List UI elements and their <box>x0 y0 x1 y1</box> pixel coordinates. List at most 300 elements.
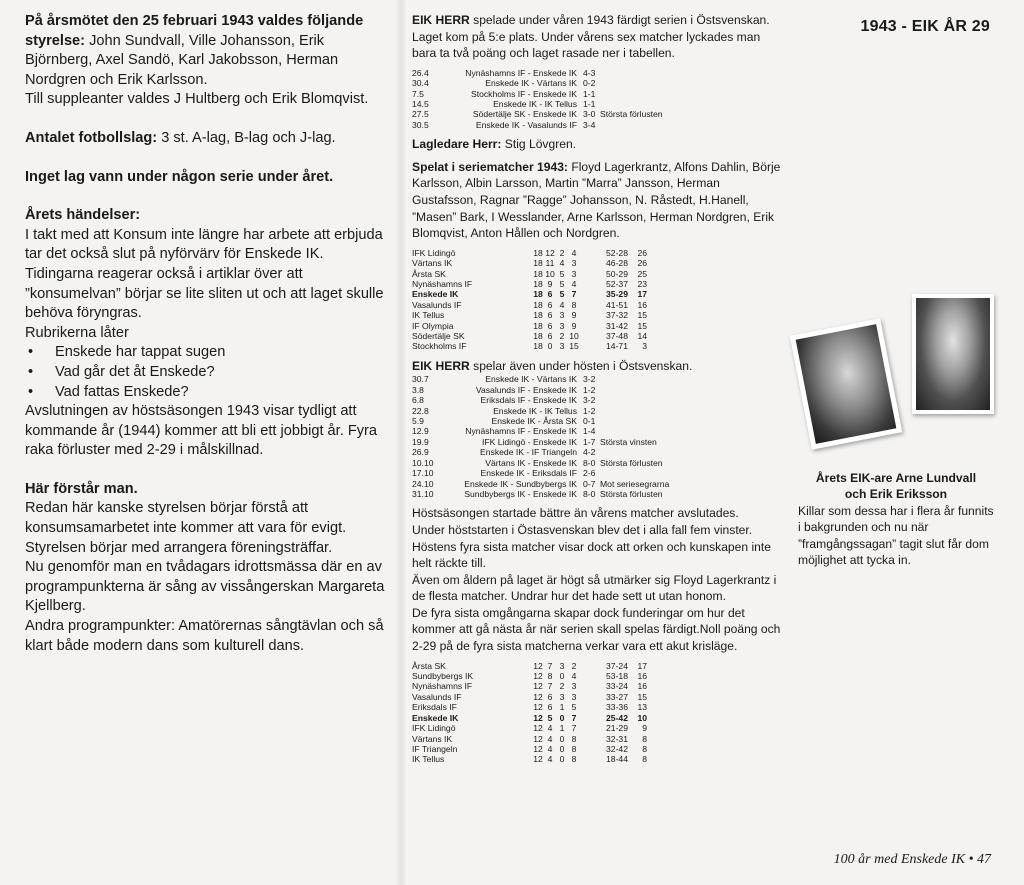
photo-image <box>916 298 990 410</box>
photo-players-2 <box>912 294 994 414</box>
games-played: 18 <box>533 331 543 342</box>
draws: 0 <box>559 712 565 723</box>
table-row <box>412 661 647 671</box>
table-row <box>412 416 669 426</box>
losses: 8 <box>571 754 577 765</box>
draws: 4 <box>559 299 565 310</box>
match-date: 27.5 <box>412 109 429 120</box>
table-row <box>412 374 669 384</box>
page-gutter <box>395 0 407 885</box>
teams-heading: Antalet fotbollslag: <box>25 129 158 146</box>
losses: 10 <box>569 331 579 342</box>
match-result: 1-7 <box>583 436 596 447</box>
wins: 4 <box>547 743 553 754</box>
losses: 8 <box>571 733 577 744</box>
points: 8 <box>642 743 647 754</box>
points: 15 <box>637 320 647 331</box>
team-name: Vasalunds IF <box>412 691 462 702</box>
season-end-paragraph: Avslutningen av höstsäsongen 1943 visar tydligt att kommande år (1944) kommer att bli ett jobbigt år. Fyra raka förluster med 2-29 i målskillnad. <box>25 403 378 459</box>
table-row <box>412 310 647 320</box>
points: 8 <box>642 733 647 744</box>
match-note <box>600 395 669 405</box>
wins: 10 <box>545 268 555 279</box>
losses: 2 <box>571 660 577 671</box>
points: 16 <box>637 681 647 692</box>
table-row <box>412 300 647 310</box>
match-note: Största förlusten <box>600 109 663 120</box>
draws: 0 <box>559 733 565 744</box>
goal-difference: 14-71 <box>606 341 628 352</box>
team-leader-label: Lagledare Herr: <box>412 137 502 152</box>
draws: 2 <box>559 247 565 258</box>
match-note <box>600 447 669 457</box>
list-item: • Vad fattas Enskede? <box>25 383 390 403</box>
games-played: 12 <box>533 754 543 765</box>
team-name: IF Triangeln <box>412 743 458 754</box>
points: 26 <box>637 258 647 269</box>
team-name: Nynäshamns IF <box>412 681 473 692</box>
table-row <box>412 489 669 499</box>
wins: 4 <box>547 754 553 765</box>
match-teams: Södertälje SK - Enskede IK <box>472 109 577 120</box>
match-note <box>600 468 669 478</box>
wins: 11 <box>545 258 555 269</box>
table-row <box>412 671 647 681</box>
match-teams: Enskede IK - Värtans IK <box>485 78 577 89</box>
games-played: 18 <box>533 258 543 269</box>
losses: 8 <box>571 743 577 754</box>
spring-intro-team: EIK HERR <box>412 13 470 27</box>
match-note: Största vinsten <box>600 436 657 447</box>
draws: 2 <box>559 681 565 692</box>
draws: 3 <box>559 310 565 321</box>
losses: 9 <box>571 320 577 331</box>
goal-difference: 35-29 <box>606 289 628 300</box>
match-result: 1-1 <box>583 88 596 99</box>
understanding-heading-text: Här förstår man. <box>25 480 138 497</box>
team-name: Årsta SK <box>412 268 446 279</box>
table-row <box>412 89 663 99</box>
games-played: 12 <box>533 743 543 754</box>
wins: 7 <box>547 660 553 671</box>
spring-intro <box>412 12 784 62</box>
events-paragraph: I takt med att Konsum inte längre har arbete att erbjuda tar det också slut på nyförvärv för Enskede IK. Tidingarna reagerar också i artiklar över att ”konsumelvan” börjar se lite sliten ut och att laget skulle behöva föryngras. <box>25 226 384 322</box>
teams-paragraph <box>25 129 390 149</box>
board-members: John Sundvall, Ville Johansson, Erik Björnberg, Axel Sandö, Karl Jakobsson, Herman Nordgren och Erik Karlsson. <box>25 32 339 88</box>
games-played: 12 <box>533 702 543 713</box>
autumn-para-4: De fyra sista omgångarna skapar dock funderingar om hur det kommer att gå nästa år när serien skall spelas färdigt.Noll poäng och 2-29 på de fyra sista matcherna verkar vara ett akut krisläge. <box>412 605 781 654</box>
page-footer: 100 år med Enskede IK • 47 <box>833 852 991 867</box>
match-note <box>600 406 669 416</box>
players-paragraph <box>412 159 784 242</box>
match-teams: Värtans IK - Enskede IK <box>485 457 577 468</box>
players-label: Spelat i seriematcher 1943: <box>412 159 568 174</box>
table-row <box>412 248 647 258</box>
wins: 6 <box>547 289 553 300</box>
table-row <box>412 468 669 478</box>
match-note <box>600 426 669 436</box>
games-played: 12 <box>533 691 543 702</box>
match-teams: Enskede IK - IF Triangeln <box>480 447 577 458</box>
points: 17 <box>637 660 647 671</box>
losses: 7 <box>571 723 577 734</box>
match-result: 3-2 <box>583 374 596 385</box>
goal-difference: 32-42 <box>606 743 628 754</box>
match-note: Största förlusten <box>600 457 663 468</box>
losses: 7 <box>571 289 577 300</box>
goal-difference: 52-37 <box>606 279 628 289</box>
losses: 4 <box>571 247 577 258</box>
wins: 6 <box>547 320 553 331</box>
match-result: 8-0 <box>583 488 596 499</box>
table-row <box>412 279 647 289</box>
losses: 3 <box>571 258 577 269</box>
draws: 0 <box>559 671 565 682</box>
match-note: Mot seriesegrarna <box>600 478 670 489</box>
match-date: 5.9 <box>412 416 424 427</box>
points: 10 <box>637 712 647 723</box>
table-row <box>412 331 647 341</box>
caption-title-2: och Erik Eriksson <box>844 487 948 502</box>
team-leader <box>412 136 784 153</box>
match-teams: Stockholms IF - Enskede IK <box>470 88 577 99</box>
teams-text: 3 st. A-lag, B-lag och J-lag. <box>157 129 336 146</box>
wins: 6 <box>547 702 553 713</box>
wins: 12 <box>545 247 555 258</box>
match-teams: Nynäshamns IF - Enskede IK <box>465 67 577 78</box>
goal-difference: 33-27 <box>606 691 628 702</box>
match-teams: Nynäshamns IF - Enskede IK <box>465 426 577 437</box>
draws: 0 <box>559 743 565 754</box>
games-played: 18 <box>533 341 543 352</box>
events-heading <box>25 206 390 226</box>
match-date: 7.5 <box>412 88 424 99</box>
losses: 5 <box>571 702 577 713</box>
goal-difference: 25-42 <box>606 712 628 723</box>
points: 14 <box>637 331 647 342</box>
table-row <box>412 120 663 130</box>
board-understanding-paragraph: Redan här kanske styrelsen börjar förstå att konsumsamarbetet inte kommer att vara för evigt. <box>25 500 347 537</box>
goal-difference: 33-24 <box>606 681 628 692</box>
wins: 8 <box>547 671 553 682</box>
games-played: 18 <box>533 320 543 331</box>
autumn-standings-table <box>412 661 647 765</box>
table-row <box>412 78 663 88</box>
board-heading: På årsmötet den 25 februari 1943 valdes följande styrelse: <box>25 13 364 49</box>
games-played: 12 <box>533 712 543 723</box>
games-played: 18 <box>533 310 543 321</box>
goal-difference: 18-44 <box>606 754 628 765</box>
match-note <box>600 416 669 426</box>
autumn-para-3: Även om åldern på laget är högt så utmärker sig Floyd Lagerkrantz i de flesta matcher. Undrar hur det hade sett ut utan honom. <box>412 572 777 604</box>
match-result: 3-4 <box>583 119 596 130</box>
table-row <box>412 406 669 416</box>
draws: 4 <box>559 258 565 269</box>
table-row <box>412 479 669 489</box>
wins: 9 <box>547 279 553 289</box>
team-name: IFK Lidingö <box>412 247 456 258</box>
draws: 0 <box>559 754 565 765</box>
wins: 6 <box>547 310 553 321</box>
losses: 8 <box>571 299 577 310</box>
match-teams: Enskede IK - Årsta SK <box>491 416 577 427</box>
match-note <box>600 68 663 78</box>
match-result: 0-7 <box>583 478 596 489</box>
match-teams: Eriksdals IF - Enskede IK <box>480 395 577 406</box>
match-date: 30.7 <box>412 374 429 385</box>
draws: 1 <box>559 702 565 713</box>
points: 8 <box>642 754 647 765</box>
page-header: 1943 - EIK ÅR 29 <box>860 18 990 35</box>
goal-difference: 52-28 <box>606 247 628 258</box>
losses: 3 <box>571 268 577 279</box>
players-list: Floyd Lagerkrantz, Alfons Dahlin, Börje Karlsson, Albin Larsson, Martin ”Marra” Jansson, Herman Gustafsson, Ragnar ”Ragge” Johansson, N. Råstedt, H.Hanell, ”Masen” Bark, I Wesslander, Arne Karlsson, Herman Nordgren, Erik Blomqvist, Anton Hållen och Nordgren. <box>412 159 781 241</box>
games-played: 18 <box>533 247 543 258</box>
losses: 4 <box>571 279 577 289</box>
match-result: 0-2 <box>583 78 596 89</box>
wins: 0 <box>547 341 553 352</box>
match-date: 30.5 <box>412 119 429 130</box>
caption-title-1: Årets EIK-are Arne Lundvall <box>815 471 977 485</box>
draws: 1 <box>559 723 565 734</box>
autumn-intro <box>412 358 784 375</box>
wins: 6 <box>547 331 553 342</box>
match-teams: Sundbybergs IK - Enskede IK <box>464 488 577 499</box>
table-row <box>412 341 647 351</box>
draws: 3 <box>559 660 565 671</box>
autumn-para-2: Under höststarten i Östasvenskan blev det i alla fall fem vinster. Höstens fyra sista matcher visar dock att orken och kunskapen inte helt räckte till. <box>412 522 771 571</box>
points: 26 <box>637 247 647 258</box>
losses: 3 <box>571 681 577 692</box>
goal-difference: 50-29 <box>606 268 628 279</box>
losses: 15 <box>569 341 579 352</box>
games-played: 18 <box>533 268 543 279</box>
program-paragraph: Andra programpunkter: Amatörernas sångtävlan och så klart både modern dans som kulturell dans. <box>25 618 384 654</box>
team-name: Värtans IK <box>412 258 453 269</box>
match-teams: Enskede IK - Sundbybergs IK <box>464 478 577 489</box>
games-played: 12 <box>533 723 543 734</box>
board-paragraph <box>25 12 390 90</box>
match-date: 26.9 <box>412 447 429 458</box>
games-played: 18 <box>533 299 543 310</box>
match-note <box>600 374 669 384</box>
match-date: 30.4 <box>412 78 429 89</box>
match-date: 26.4 <box>412 67 429 78</box>
points: 17 <box>637 289 647 300</box>
draws: 5 <box>559 289 565 300</box>
match-teams: Enskede IK - Vasalunds IF <box>475 119 577 130</box>
table-row <box>412 321 647 331</box>
caption-text: Killar som dessa har i flera år funnits i bakgrunden och nu när ”framgångssagan” tagit slut får dom möjlighet att tycka in. <box>798 503 994 568</box>
table-row <box>412 289 647 299</box>
wins: 6 <box>547 299 553 310</box>
team-leader-name: Stig Lövgren. <box>501 137 577 152</box>
goal-difference: 31-42 <box>606 320 628 331</box>
games-played: 12 <box>533 660 543 671</box>
team-name: Sundbybergs IK <box>412 671 474 682</box>
left-column <box>25 12 390 656</box>
match-teams: Enskede IK - IK Tellus <box>493 99 577 109</box>
autumn-matches-table <box>412 374 669 499</box>
team-name: Enskede IK <box>412 712 459 723</box>
table-row <box>412 109 663 119</box>
table-row <box>412 458 669 468</box>
match-note <box>600 99 663 109</box>
match-result: 1-2 <box>583 405 596 416</box>
headlines-intro: Rubrikerna låter <box>25 324 129 341</box>
match-date: 22.8 <box>412 405 429 416</box>
match-result: 2-6 <box>583 468 596 479</box>
table-row <box>412 754 647 764</box>
match-teams: Enskede IK - IK Tellus <box>493 405 577 416</box>
goal-difference: 32-31 <box>606 733 628 744</box>
losses: 3 <box>571 691 577 702</box>
team-name: IF Olympia <box>412 320 454 331</box>
table-row <box>412 68 663 78</box>
spring-intro-text: spelade under våren 1943 färdigt serien i Östsvenskan. Laget kom på 5:e plats. Under vårens sex matcher lyckades man bara ta två poäng och laget rasade ner i tabellen. <box>412 13 770 61</box>
team-name: Vasalunds IF <box>412 299 462 310</box>
match-note <box>600 78 663 88</box>
points: 3 <box>642 341 647 352</box>
match-result: 1-1 <box>583 99 596 109</box>
match-date: 24.10 <box>412 478 434 489</box>
goal-difference: 37-32 <box>606 310 628 321</box>
match-date: 17.10 <box>412 468 434 479</box>
match-date: 19.9 <box>412 436 429 447</box>
autumn-para-1: Höstsäsongen startade bättre än vårens matcher avslutades. <box>412 506 739 521</box>
match-date: 3.8 <box>412 384 424 395</box>
match-result: 4-3 <box>583 67 596 78</box>
fair-paragraph: Nu genomför man en tvådagars idrottsmässa där en av programpunkterna är sång av vissångerskan Margareta Kjellberg. <box>25 559 385 615</box>
draws: 3 <box>559 341 565 352</box>
match-date: 14.5 <box>412 99 429 109</box>
losses: 7 <box>571 712 577 723</box>
table-row <box>412 734 647 744</box>
points: 16 <box>637 299 647 310</box>
match-teams: Enskede IK - Eriksdals IF <box>480 468 577 479</box>
team-name: Årsta SK <box>412 660 446 671</box>
goal-difference: 21-29 <box>606 723 628 734</box>
wins: 6 <box>547 691 553 702</box>
points: 13 <box>637 702 647 713</box>
team-name: Värtans IK <box>412 733 453 744</box>
match-teams: Vasalunds IF - Enskede IK <box>475 384 577 395</box>
match-result: 4-2 <box>583 447 596 458</box>
no-wins-paragraph <box>25 168 390 188</box>
spring-matches-table <box>412 68 663 130</box>
match-note: Största förlusten <box>600 488 663 499</box>
points: 16 <box>637 671 647 682</box>
wins: 4 <box>547 733 553 744</box>
table-row <box>412 744 647 754</box>
team-name: IK Tellus <box>412 754 445 765</box>
draws: 3 <box>559 691 565 702</box>
table-row <box>412 447 669 457</box>
table-row <box>412 385 669 395</box>
list-item: • Vad går det åt Enskede? <box>25 363 390 383</box>
table-row <box>412 269 647 279</box>
autumn-intro-team: EIK HERR <box>412 358 470 373</box>
wins: 7 <box>547 681 553 692</box>
goal-difference: 41-51 <box>606 299 628 310</box>
table-row <box>412 99 663 109</box>
team-name: Eriksdals IF <box>412 702 457 713</box>
team-name: IK Tellus <box>412 310 445 321</box>
goal-difference: 46-28 <box>606 258 628 269</box>
match-date: 6.8 <box>412 395 424 406</box>
match-note <box>600 89 663 99</box>
goal-difference: 53-18 <box>606 671 628 682</box>
match-teams: Enskede IK - Värtans IK <box>485 374 577 385</box>
table-row <box>412 713 647 723</box>
table-row <box>412 258 647 268</box>
match-teams: IFK Lidingö - Enskede IK <box>481 436 577 447</box>
games-played: 12 <box>533 671 543 682</box>
photo-players-1 <box>790 318 902 449</box>
list-item: • Enskede har tappat sugen <box>25 343 390 363</box>
photo-image <box>796 324 897 444</box>
match-date: 12.9 <box>412 426 429 437</box>
headlines-list <box>25 343 390 402</box>
spring-standings-table <box>412 248 647 352</box>
match-note <box>600 385 669 395</box>
points: 23 <box>637 279 647 289</box>
table-row <box>412 692 647 702</box>
wins: 5 <box>547 712 553 723</box>
points: 9 <box>642 723 647 734</box>
points: 15 <box>637 310 647 321</box>
events-heading-text: Årets händelser: <box>25 207 141 224</box>
match-result: 8-0 <box>583 457 596 468</box>
team-name: Södertälje SK <box>412 331 465 342</box>
match-result: 3-0 <box>583 109 596 120</box>
team-name: Stockholms IF <box>412 341 467 352</box>
points: 25 <box>637 268 647 279</box>
draws: 5 <box>559 279 565 289</box>
match-date: 10.10 <box>412 457 434 468</box>
match-note <box>600 120 663 130</box>
match-result: 1-4 <box>583 426 596 437</box>
games-played: 18 <box>533 289 543 300</box>
meetings-paragraph: Styrelsen börjar med arrangera föreningsträffar. <box>25 539 333 556</box>
games-played: 12 <box>533 733 543 744</box>
losses: 4 <box>571 671 577 682</box>
team-name: Nynäshamns IF <box>412 279 473 289</box>
draws: 3 <box>559 320 565 331</box>
no-wins-text: Inget lag vann under någon serie under året. <box>25 168 334 185</box>
table-row <box>412 702 647 712</box>
table-row <box>412 395 669 405</box>
draws: 5 <box>559 268 565 279</box>
games-played: 18 <box>533 279 543 289</box>
team-name: Enskede IK <box>412 289 459 300</box>
match-result: 0-1 <box>583 416 596 427</box>
photo-caption <box>798 470 994 568</box>
table-row <box>412 437 669 447</box>
points: 15 <box>637 691 647 702</box>
match-result: 3-2 <box>583 395 596 406</box>
match-date: 31.10 <box>412 488 434 499</box>
autumn-intro-text: spelar även under hösten i Östsvenskan. <box>469 358 693 373</box>
table-row <box>412 681 647 691</box>
table-row <box>412 426 669 436</box>
team-name: IFK Lidingö <box>412 723 456 734</box>
goal-difference: 37-24 <box>606 660 628 671</box>
wins: 4 <box>547 723 553 734</box>
games-played: 12 <box>533 681 543 692</box>
understanding-heading <box>25 480 390 500</box>
table-row <box>412 723 647 733</box>
